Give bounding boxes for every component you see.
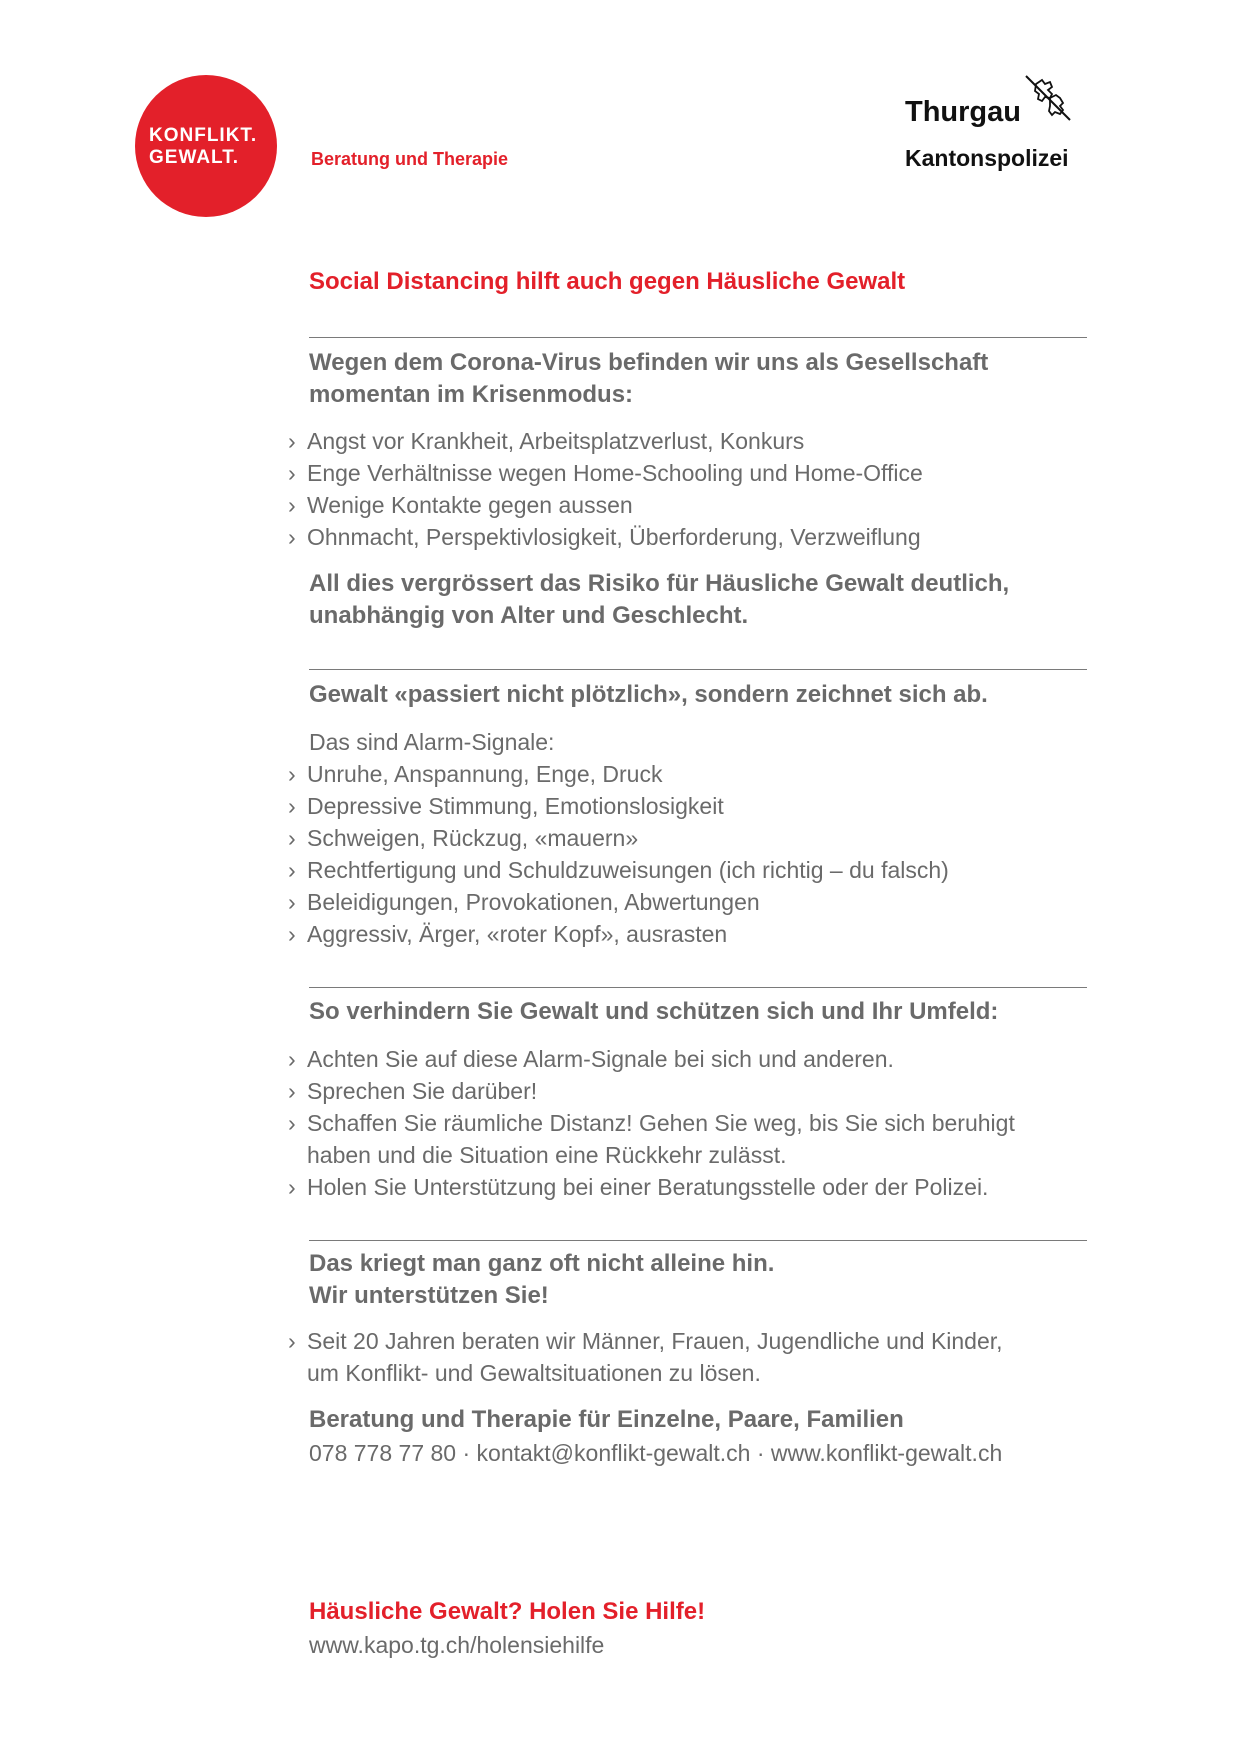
divider (309, 987, 1087, 988)
list-item-line1: › Seit 20 Jahren beraten wir Männer, Frauen, Jugendliche und Kinder, (307, 1328, 1003, 1354)
divider (309, 669, 1087, 670)
list-item-line2: haben und die Situation eine Rückkehr zulässt. (307, 1142, 787, 1168)
footer-url: www.kapo.tg.ch/holensiehilfe (309, 1632, 605, 1658)
divider (309, 1240, 1087, 1241)
list-item: › Beleidigungen, Provokationen, Abwertungen (288, 886, 949, 918)
section1-list (288, 425, 923, 553)
section2-heading: Gewalt «passiert nicht plötzlich», sondern zeichnet sich ab. (309, 681, 988, 708)
logo-text-line2: GEWALT. (149, 147, 240, 168)
section1-conclusion (309, 568, 1009, 632)
section2-list (288, 758, 949, 950)
list-item: › Sprechen Sie darüber! (288, 1075, 1015, 1107)
list-item-line1: › Schaffen Sie räumliche Distanz! Gehen Sie weg, bis Sie sich beruhigt (307, 1110, 1015, 1136)
section4-list (288, 1325, 1003, 1389)
section4-heading-line2: Wir unterstützen Sie! (309, 1282, 549, 1309)
section4-heading-line1: Das kriegt man ganz oft nicht alleine hin. (309, 1250, 775, 1277)
list-item (288, 1325, 1003, 1389)
section1-conclusion-line2: unabhängig von Alter und Geschlecht. (309, 602, 749, 629)
list-item: › Enge Verhältnisse wegen Home-Schooling und Home-Office (288, 457, 923, 489)
list-item: › Unruhe, Anspannung, Enge, Druck (288, 758, 949, 790)
list-item-line2: um Konflikt- und Gewaltsituationen zu lösen. (307, 1360, 761, 1386)
section3-list (288, 1043, 1015, 1203)
list-item: › Wenige Kontakte gegen aussen (288, 489, 923, 521)
canton-name: Thurgau (905, 96, 1021, 128)
section4-heading (309, 1248, 774, 1312)
contact-info: 078 778 77 80 · kontakt@konflikt-gewalt.ch · www.konflikt-gewalt.ch (309, 1440, 1003, 1466)
list-item: › Holen Sie Unterstützung bei einer Beratungsstelle oder der Polizei. (288, 1171, 1015, 1203)
logo-text-line1: KONFLIKT. (149, 125, 258, 146)
section1-conclusion-line1: All dies vergrössert das Risiko für Häusliche Gewalt deutlich, (309, 570, 1010, 597)
list-item: › Achten Sie auf diese Alarm-Signale bei sich und anderen. (288, 1043, 1015, 1075)
police-name: Kantonspolizei (905, 145, 1069, 171)
thurgau-lion-crest-icon (1022, 72, 1074, 124)
list-item: › Schweigen, Rückzug, «mauern» (288, 822, 949, 854)
footer-title: Häusliche Gewalt? Holen Sie Hilfe! (309, 1598, 706, 1625)
logo-tagline: Beratung und Therapie (311, 149, 509, 169)
section1-heading-line2: momentan im Krisenmodus: (309, 381, 634, 408)
list-item: › Ohnmacht, Perspektivlosigkeit, Überforderung, Verzweiflung (288, 521, 923, 553)
section1-heading (309, 347, 988, 411)
list-item (288, 1107, 1015, 1171)
section1-heading-line1: Wegen dem Corona-Virus befinden wir uns als Gesellschaft (309, 349, 989, 376)
section2-intro: Das sind Alarm-Signale: (309, 729, 555, 755)
konflikt-gewalt-logo (135, 75, 277, 217)
offer-heading: Beratung und Therapie für Einzelne, Paare, Familien (309, 1406, 904, 1433)
list-item: › Depressive Stimmung, Emotionslosigkeit (288, 790, 949, 822)
list-item: › Rechtfertigung und Schuldzuweisungen (ich richtig – du falsch) (288, 854, 949, 886)
list-item: › Aggressiv, Ärger, «roter Kopf», ausrasten (288, 918, 949, 950)
section3-heading: So verhindern Sie Gewalt und schützen sich und Ihr Umfeld: (309, 998, 999, 1025)
list-item: › Angst vor Krankheit, Arbeitsplatzverlust, Konkurs (288, 425, 923, 457)
page-title: Social Distancing hilft auch gegen Häusliche Gewalt (309, 268, 906, 295)
divider (309, 337, 1087, 338)
